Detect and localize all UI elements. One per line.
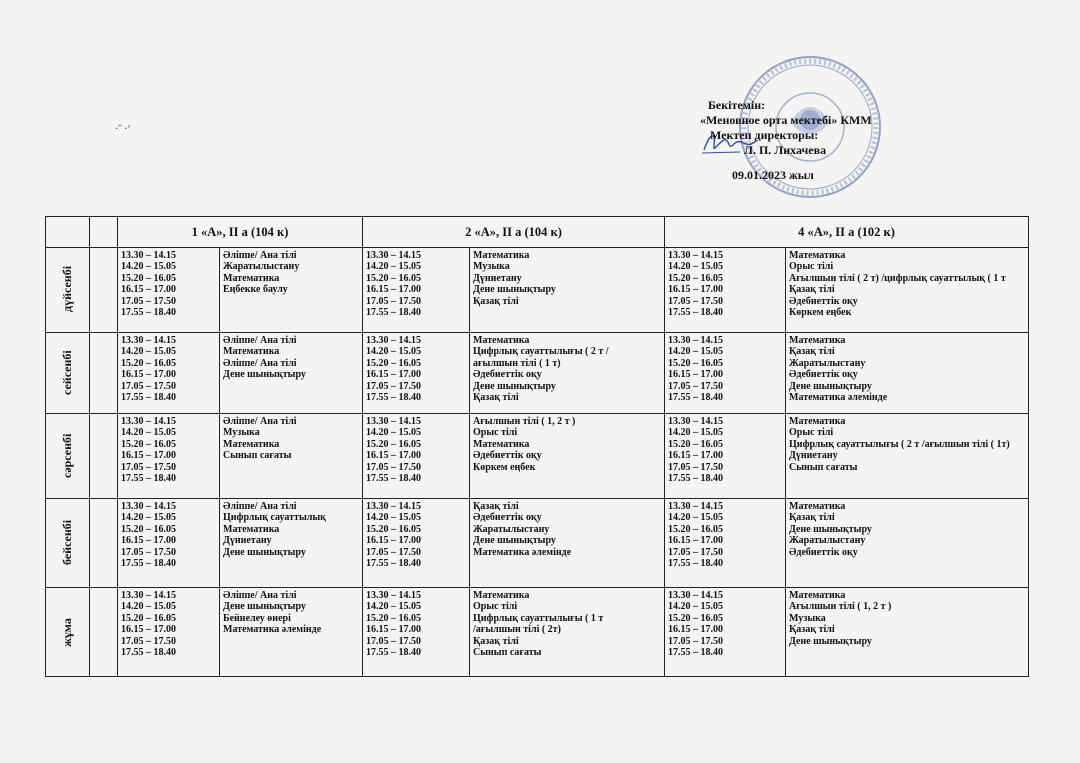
lesson-subject: Еңбекке баулу: [223, 284, 288, 296]
day-row: [46, 414, 1029, 499]
lesson-time: 14.20 – 15.05: [366, 601, 422, 613]
lesson-time: 15.20 – 16.05: [121, 438, 176, 450]
lesson-subject: Математика: [789, 590, 846, 601]
lesson-subject: Ағылшын тілі ( 1, 2 т ): [789, 601, 892, 613]
lesson-subject: ағылшын тілі ( 1 т): [473, 357, 561, 369]
lesson-time: 13.30 – 14.15: [668, 335, 724, 346]
lesson-time: 17.55 – 18.40: [366, 473, 422, 485]
lesson-subject: Әдебиеттік оқу: [473, 369, 542, 381]
subjects-cell: [786, 499, 1029, 588]
lesson-time: 17.05 – 17.50: [121, 295, 176, 307]
lesson-time: 15.20 – 16.05: [668, 272, 724, 284]
lesson-subject: Дене шынықтыру: [223, 546, 306, 558]
day-row: [46, 588, 1029, 677]
lesson-time: 14.20 – 15.05: [366, 346, 422, 358]
lesson-subject: Көркем еңбек: [789, 307, 852, 319]
times-cell: [118, 248, 220, 333]
lesson-time: 17.05 – 17.50: [121, 380, 176, 392]
day-name: дүйсенбі: [60, 265, 74, 312]
approval-block: [700, 98, 930, 183]
lesson-subject: Жаратылыстану: [789, 535, 866, 547]
lesson-time: 15.20 – 16.05: [668, 523, 724, 535]
approval-date: 09.01.2023 жыл: [732, 168, 814, 182]
lesson-time: 17.55 – 18.40: [668, 473, 724, 485]
lesson-subject: Математика: [473, 438, 530, 450]
lesson-subject: /ағылшын тілі ( 2т): [473, 624, 561, 636]
lesson-subject: Орыс тілі: [473, 427, 518, 439]
lesson-time: 16.15 – 17.00: [366, 369, 422, 381]
approval-line-2: «Меновное орта мектебі» КММ: [700, 113, 872, 127]
lesson-time: 13.30 – 14.15: [121, 590, 176, 601]
lesson-time: 14.20 – 15.05: [668, 346, 724, 358]
lesson-time: 16.15 – 17.00: [121, 624, 176, 636]
lesson-subject: Көркем еңбек: [473, 461, 536, 473]
times-cell: [363, 248, 470, 333]
subjects-cell: [220, 499, 363, 588]
lesson-time: 14.20 – 15.05: [668, 601, 724, 613]
lesson-subject: Дене шынықтыру: [789, 523, 872, 535]
lesson-time: 14.20 – 15.05: [121, 601, 176, 613]
lesson-subject: Цифрлық сауаттылық: [223, 512, 326, 524]
lesson-time: 13.30 – 14.15: [668, 501, 724, 512]
lesson-subject: Математика: [473, 335, 530, 346]
lesson-subject: Қазақ тілі: [789, 284, 835, 296]
day-empty-cell: [90, 588, 118, 677]
subjects-cell: [470, 414, 665, 499]
lesson-time: 16.15 – 17.00: [121, 535, 176, 547]
lesson-subject: Әдебиеттік оқу: [473, 512, 542, 524]
lesson-time: 17.05 – 17.50: [121, 635, 176, 647]
lesson-time: 15.20 – 16.05: [121, 612, 176, 624]
lesson-subject: Қазақ тілі: [473, 295, 519, 307]
lesson-subject: Цифрлық сауаттылығы ( 2 т /ағылшын тілі ( 1т): [789, 438, 1010, 450]
subjects-cell: [786, 588, 1029, 677]
lesson-time: 15.20 – 16.05: [366, 272, 422, 284]
lesson-time: 14.20 – 15.05: [121, 427, 176, 439]
day-label-cell: [46, 333, 90, 414]
subjects-cell: [786, 414, 1029, 499]
lesson-subject: Әдебиеттік оқу: [789, 546, 858, 558]
day-name: сәрсенбі: [60, 433, 74, 478]
day-row: [46, 499, 1029, 588]
lesson-time: 17.05 – 17.50: [366, 380, 422, 392]
lesson-time: 13.30 – 14.15: [121, 501, 176, 512]
lesson-subject: Математика: [789, 335, 846, 346]
lesson-time: 13.30 – 14.15: [366, 590, 422, 601]
lesson-subject: Әліппе/ Ана тілі: [223, 250, 297, 261]
lesson-subject: Математика: [473, 250, 530, 261]
lesson-time: 13.30 – 14.15: [668, 416, 724, 427]
lesson-subject: Дүниетану: [789, 450, 838, 462]
lesson-subject: Сынып сағаты: [789, 461, 858, 473]
lesson-time: 17.55 – 18.40: [668, 392, 724, 404]
lesson-subject: Сынып сағаты: [473, 647, 542, 659]
times-cell: [118, 499, 220, 588]
lesson-subject: Әдебиеттік оқу: [789, 295, 858, 307]
lesson-subject: Қазақ тілі: [473, 501, 519, 512]
subjects-cell: [470, 333, 665, 414]
lesson-subject: Математика: [473, 590, 530, 601]
subjects-cell: [786, 333, 1029, 414]
day-row: [46, 248, 1029, 333]
times-cell: [363, 588, 470, 677]
lesson-time: 14.20 – 15.05: [366, 261, 422, 273]
lesson-time: 15.20 – 16.05: [121, 357, 176, 369]
lesson-time: 17.05 – 17.50: [366, 546, 422, 558]
lesson-time: 17.05 – 17.50: [668, 380, 724, 392]
day-empty-cell: [90, 333, 118, 414]
lesson-time: 16.15 – 17.00: [668, 535, 724, 547]
lesson-time: 17.05 – 17.50: [366, 635, 422, 647]
lesson-time: 15.20 – 16.05: [668, 612, 724, 624]
times-cell: [363, 333, 470, 414]
lesson-subject: Әліппе/ Ана тілі: [223, 590, 297, 601]
lesson-subject: Қазақ тілі: [473, 635, 519, 647]
times-cell: [665, 333, 786, 414]
lesson-subject: Қазақ тілі: [789, 624, 835, 636]
day-label-cell: [46, 414, 90, 499]
lesson-subject: Математика: [223, 523, 280, 535]
lesson-time: 15.20 – 16.05: [121, 272, 176, 284]
lesson-time: 17.05 – 17.50: [121, 461, 176, 473]
lesson-subject: Цифрлық сауаттылығы ( 2 т /: [473, 346, 609, 358]
lesson-subject: Математика: [789, 416, 846, 427]
lesson-time: 17.05 – 17.50: [121, 546, 176, 558]
lesson-subject: Орыс тілі: [789, 427, 834, 439]
day-name: сейсенбі: [60, 349, 74, 395]
lesson-time: 17.55 – 18.40: [366, 392, 422, 404]
lesson-subject: Дене шынықтыру: [473, 284, 556, 296]
lesson-subject: Әдебиеттік оқу: [789, 369, 858, 381]
day-label-cell: [46, 248, 90, 333]
lesson-subject: Қазақ тілі: [789, 346, 835, 358]
lesson-subject: Музыка: [223, 427, 260, 439]
lesson-subject: Жаратылыстану: [223, 261, 300, 273]
lesson-time: 15.20 – 16.05: [121, 523, 176, 535]
lesson-time: 17.05 – 17.50: [668, 635, 724, 647]
lesson-time: 16.15 – 17.00: [121, 369, 176, 381]
lesson-time: 17.55 – 18.40: [366, 307, 422, 319]
lesson-time: 17.05 – 17.50: [668, 461, 724, 473]
subjects-cell: [220, 588, 363, 677]
day-row: [46, 333, 1029, 414]
day-name: жұма: [60, 617, 74, 647]
header-empty-1: [46, 217, 90, 248]
lesson-time: 17.55 – 18.40: [366, 647, 422, 659]
lesson-subject: Цифрлық сауаттылығы ( 1 т: [473, 612, 604, 624]
subjects-cell: [470, 499, 665, 588]
lesson-subject: Математика: [223, 346, 280, 358]
lesson-time: 16.15 – 17.00: [121, 450, 176, 462]
times-cell: [665, 248, 786, 333]
lesson-subject: Бейнелеу өнері: [223, 612, 291, 624]
approval-line-1: Бекітемін:: [708, 98, 766, 112]
day-empty-cell: [90, 414, 118, 499]
lesson-time: 16.15 – 17.00: [366, 624, 422, 636]
lesson-subject: Математика әлемінде: [223, 624, 322, 636]
lesson-time: 15.20 – 16.05: [366, 523, 422, 535]
scan-speck: ·˘ ·‘: [115, 124, 131, 135]
times-cell: [363, 414, 470, 499]
class-header-1: 1 «А», II а (104 к): [118, 217, 363, 248]
lesson-subject: Музыка: [473, 261, 510, 273]
lesson-time: 13.30 – 14.15: [366, 416, 422, 427]
lesson-subject: Математика: [789, 501, 846, 512]
subjects-cell: [220, 333, 363, 414]
lesson-subject: Жаратылыстану: [473, 523, 550, 535]
day-empty-cell: [90, 499, 118, 588]
lesson-time: 14.20 – 15.05: [668, 427, 724, 439]
lesson-time: 17.55 – 18.40: [121, 558, 176, 570]
lesson-subject: Әдебиеттік оқу: [473, 450, 542, 462]
day-label-cell: [46, 588, 90, 677]
subjects-cell: [470, 588, 665, 677]
lesson-subject: Математика: [223, 272, 280, 284]
times-cell: [665, 414, 786, 499]
lesson-time: 13.30 – 14.15: [121, 250, 176, 261]
lesson-time: 16.15 – 17.00: [121, 284, 176, 296]
lesson-subject: Математика әлемінде: [473, 546, 572, 558]
lesson-time: 15.20 – 16.05: [366, 438, 422, 450]
day-label-cell: [46, 499, 90, 588]
lesson-time: 17.55 – 18.40: [121, 307, 176, 319]
header-row: [46, 217, 1029, 248]
lesson-subject: Дүниетану: [223, 535, 272, 547]
lesson-subject: Әліппе/ Ана тілі: [223, 357, 297, 369]
lesson-time: 16.15 – 17.00: [668, 284, 724, 296]
lesson-time: 13.30 – 14.15: [121, 335, 176, 346]
lesson-subject: Ағылшын тілі ( 1, 2 т ): [473, 416, 576, 427]
times-cell: [118, 414, 220, 499]
lesson-time: 16.15 – 17.00: [366, 450, 422, 462]
approval-line-4: Л. П. Лихачева: [744, 143, 827, 157]
lesson-time: 17.05 – 17.50: [366, 295, 422, 307]
lesson-time: 14.20 – 15.05: [366, 512, 422, 524]
lesson-time: 17.05 – 17.50: [366, 461, 422, 473]
lesson-time: 13.30 – 14.15: [366, 501, 422, 512]
lesson-subject: Математика: [789, 250, 846, 261]
lesson-time: 15.20 – 16.05: [668, 438, 724, 450]
lesson-time: 17.55 – 18.40: [121, 392, 176, 404]
lesson-time: 17.55 – 18.40: [366, 558, 422, 570]
lesson-time: 13.30 – 14.15: [668, 250, 724, 261]
lesson-subject: Дүниетану: [473, 272, 522, 284]
lesson-time: 16.15 – 17.00: [366, 535, 422, 547]
lesson-time: 17.55 – 18.40: [121, 647, 176, 659]
lesson-subject: Дене шынықтыру: [223, 601, 306, 613]
lesson-time: 17.55 – 18.40: [668, 307, 724, 319]
lesson-subject: Қазақ тілі: [473, 392, 519, 404]
lesson-subject: Ағылшын тілі ( 2 т) /цифрлық сауаттылық ( 1 т: [789, 272, 1006, 284]
lesson-time: 16.15 – 17.00: [366, 284, 422, 296]
lesson-time: 17.05 – 17.50: [668, 546, 724, 558]
times-cell: [118, 333, 220, 414]
class-header-3: 4 «А», II а (102 к): [665, 217, 1029, 248]
header-empty-2: [90, 217, 118, 248]
lesson-time: 15.20 – 16.05: [366, 612, 422, 624]
lesson-time: 17.05 – 17.50: [668, 295, 724, 307]
schedule-table: [45, 216, 1029, 677]
lesson-time: 15.20 – 16.05: [668, 357, 724, 369]
subjects-cell: [220, 414, 363, 499]
lesson-time: 16.15 – 17.00: [668, 624, 724, 636]
lesson-time: 14.20 – 15.05: [121, 512, 176, 524]
lesson-time: 13.30 – 14.15: [121, 416, 176, 427]
lesson-subject: Математика: [223, 438, 280, 450]
lesson-time: 15.20 – 16.05: [366, 357, 422, 369]
lesson-time: 14.20 – 15.05: [121, 346, 176, 358]
times-cell: [665, 588, 786, 677]
subjects-cell: [470, 248, 665, 333]
times-cell: [363, 499, 470, 588]
lesson-time: 14.20 – 15.05: [668, 261, 724, 273]
lesson-subject: Дене шынықтыру: [223, 369, 306, 381]
lesson-time: 13.30 – 14.15: [366, 335, 422, 346]
day-name: бейсенбі: [60, 519, 74, 565]
lesson-time: 14.20 – 15.05: [668, 512, 724, 524]
lesson-time: 13.30 – 14.15: [366, 250, 422, 261]
lesson-subject: Математика әлемінде: [789, 392, 888, 404]
lesson-subject: Музыка: [789, 612, 826, 624]
subjects-cell: [786, 248, 1029, 333]
approval-line-3: Мектеп директоры:: [710, 128, 819, 142]
times-cell: [665, 499, 786, 588]
lesson-subject: Жаратылыстану: [789, 357, 866, 369]
lesson-subject: Дене шынықтыру: [473, 380, 556, 392]
lesson-subject: Әліппе/ Ана тілі: [223, 416, 297, 427]
lesson-subject: Дене шынықтыру: [789, 380, 872, 392]
lesson-subject: Сынып сағаты: [223, 450, 292, 462]
lesson-subject: Дене шынықтыру: [473, 535, 556, 547]
class-header-2: 2 «А», II а (104 к): [363, 217, 665, 248]
times-cell: [118, 588, 220, 677]
lesson-time: 13.30 – 14.15: [668, 590, 724, 601]
lesson-time: 17.55 – 18.40: [668, 647, 724, 659]
lesson-subject: Әліппе/ Ана тілі: [223, 335, 297, 346]
lesson-time: 14.20 – 15.05: [366, 427, 422, 439]
lesson-time: 17.55 – 18.40: [121, 473, 176, 485]
lesson-time: 17.55 – 18.40: [668, 558, 724, 570]
lesson-time: 16.15 – 17.00: [668, 450, 724, 462]
subjects-cell: [220, 248, 363, 333]
lesson-subject: Орыс тілі: [789, 261, 834, 273]
lesson-subject: Әліппе/ Ана тілі: [223, 501, 297, 512]
lesson-subject: Орыс тілі: [473, 601, 518, 613]
lesson-time: 16.15 – 17.00: [668, 369, 724, 381]
lesson-time: 14.20 – 15.05: [121, 261, 176, 273]
lesson-subject: Дене шынықтыру: [789, 635, 872, 647]
day-empty-cell: [90, 248, 118, 333]
lesson-subject: Қазақ тілі: [789, 512, 835, 524]
